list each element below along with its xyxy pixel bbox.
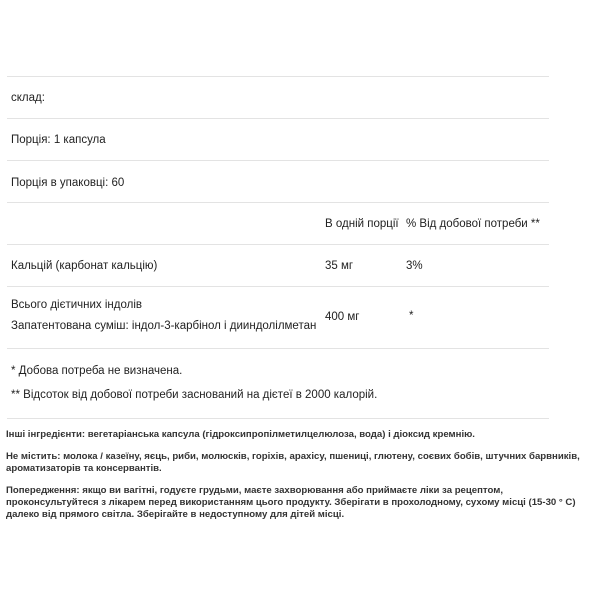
- servings-per-container: Порція в упаковці: 60: [11, 177, 125, 189]
- footnote-2000-calorie: ** Відсоток від добової потреби заснований на дієтеї в 2000 калорій.: [11, 389, 378, 401]
- composition-label: склад:: [11, 92, 45, 104]
- footnotes-row: [7, 348, 549, 419]
- per-serving-header: В одній порції: [325, 218, 399, 230]
- nutrient-subname: Запатентована суміш: індол-3-карбінол і дииндолілметан: [11, 320, 317, 332]
- nutrient-daily-value: 3%: [406, 260, 423, 272]
- nutrient-amount: 35 мг: [325, 260, 354, 272]
- warning-statement: Попередження: якщо ви вагітні, годуєте грудьми, маєте захворювання або приймаєте ліки за рецептом, проконсультуйтеся з лікарем перед використанням цього продукту. Зберігати в прохолодному, сухому місці (15-30 ° С) далеко від прямого світла. Зберігайте в недоступному для дітей місці.: [6, 485, 576, 520]
- servings-per-container-row: [7, 160, 549, 202]
- serving-size-row: [7, 118, 549, 160]
- free-from-statement: Не містить: молока / казеїну, яєць, риби, молюсків, горіхів, арахісу, пшениці, глютену, соєвих бобів, штучних барвників, ароматизаторів та консервантів.: [6, 451, 580, 474]
- supplement-facts-table: [7, 76, 549, 419]
- table-row: [7, 286, 549, 348]
- nutrient-name: Всього дієтичних індолів: [11, 299, 143, 311]
- table-row: [7, 244, 549, 286]
- serving-size: Порція: 1 капсула: [11, 134, 106, 146]
- table-header-row: [7, 202, 549, 244]
- nutrient-amount: 400 мг: [325, 311, 360, 323]
- other-ingredients: Інші інгредієнти: вегетаріанська капсула (гідроксипропілметилцелюлоза, вода) і діоксид кремнію.: [6, 429, 475, 440]
- composition-row: [7, 76, 549, 118]
- nutrient-daily-value: *: [409, 310, 414, 322]
- daily-value-header: % Від добової потреби **: [406, 218, 540, 230]
- nutrient-name: Кальцій (карбонат кальцію): [11, 260, 158, 272]
- footnote-daily-value-not-established: * Добова потреба не визначена.: [11, 365, 183, 377]
